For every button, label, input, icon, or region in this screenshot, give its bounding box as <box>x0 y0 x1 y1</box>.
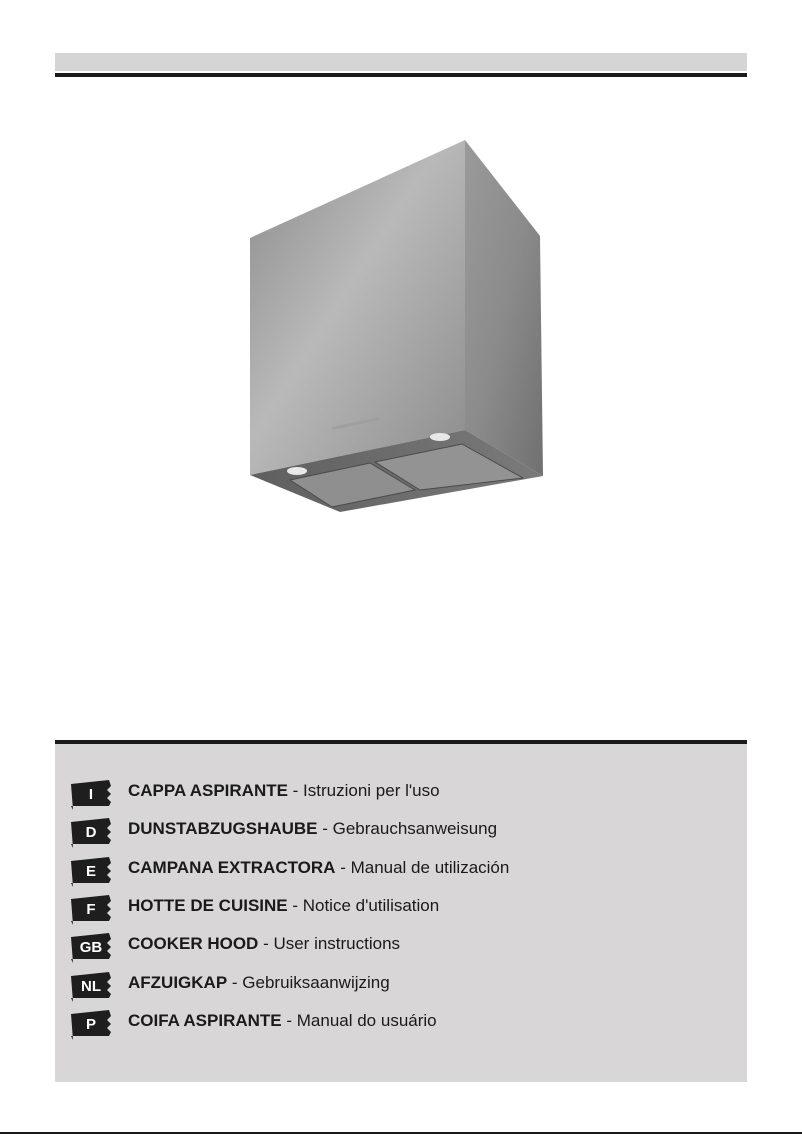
header-band <box>55 53 747 71</box>
language-title: CAPPA ASPIRANTE <box>128 781 288 800</box>
language-label <box>128 781 440 801</box>
language-tag <box>71 933 113 963</box>
language-title: CAMPANA EXTRACTORA <box>128 857 336 877</box>
language-title: DUNSTABZUGSHAUBE <box>128 819 318 839</box>
language-label <box>128 896 439 916</box>
language-title: AFZUIGKAP <box>128 972 228 992</box>
language-title: HOTTE DE CUISINE <box>128 895 288 915</box>
language-row <box>55 814 747 850</box>
language-tag <box>71 895 113 925</box>
language-label <box>128 934 400 954</box>
language-subtitle: - Manual do usuário <box>281 1010 437 1030</box>
language-row <box>55 929 747 965</box>
language-label <box>128 819 497 839</box>
language-code: I <box>88 786 94 803</box>
language-tag <box>71 818 113 848</box>
language-code: P <box>85 1015 96 1033</box>
language-row <box>55 1006 747 1042</box>
language-tag <box>71 972 113 1002</box>
header-rule <box>55 73 747 77</box>
cooker-hood-image <box>240 140 550 520</box>
language-panel <box>55 740 747 1082</box>
language-row <box>55 776 747 812</box>
language-code: NL <box>81 977 101 995</box>
language-code: E <box>85 862 96 880</box>
panel-rule <box>55 740 747 744</box>
language-subtitle: - User instructions <box>258 934 401 954</box>
language-label <box>128 973 390 993</box>
language-subtitle: - Istruzioni per l'uso <box>287 781 440 800</box>
page-bottom-rule <box>0 1132 802 1134</box>
language-row <box>55 853 747 889</box>
language-subtitle: - Notice d'utilisation <box>287 895 440 915</box>
language-title: COIFA ASPIRANTE <box>128 1010 282 1030</box>
language-row <box>55 968 747 1004</box>
language-code: F <box>86 900 96 918</box>
language-row <box>55 891 747 927</box>
language-code: GB <box>79 939 103 957</box>
language-tag <box>71 780 113 810</box>
language-tag <box>71 1010 113 1040</box>
language-subtitle: - Gebruiksaanwijzing <box>227 972 390 992</box>
language-title: COOKER HOOD <box>128 934 259 954</box>
language-tag <box>71 857 113 887</box>
language-label <box>128 1011 437 1031</box>
language-subtitle: - Manual de utilización <box>335 857 510 877</box>
language-subtitle: - Gebrauchsanweisung <box>317 819 498 839</box>
language-code: D <box>85 824 97 842</box>
language-label <box>128 858 509 878</box>
